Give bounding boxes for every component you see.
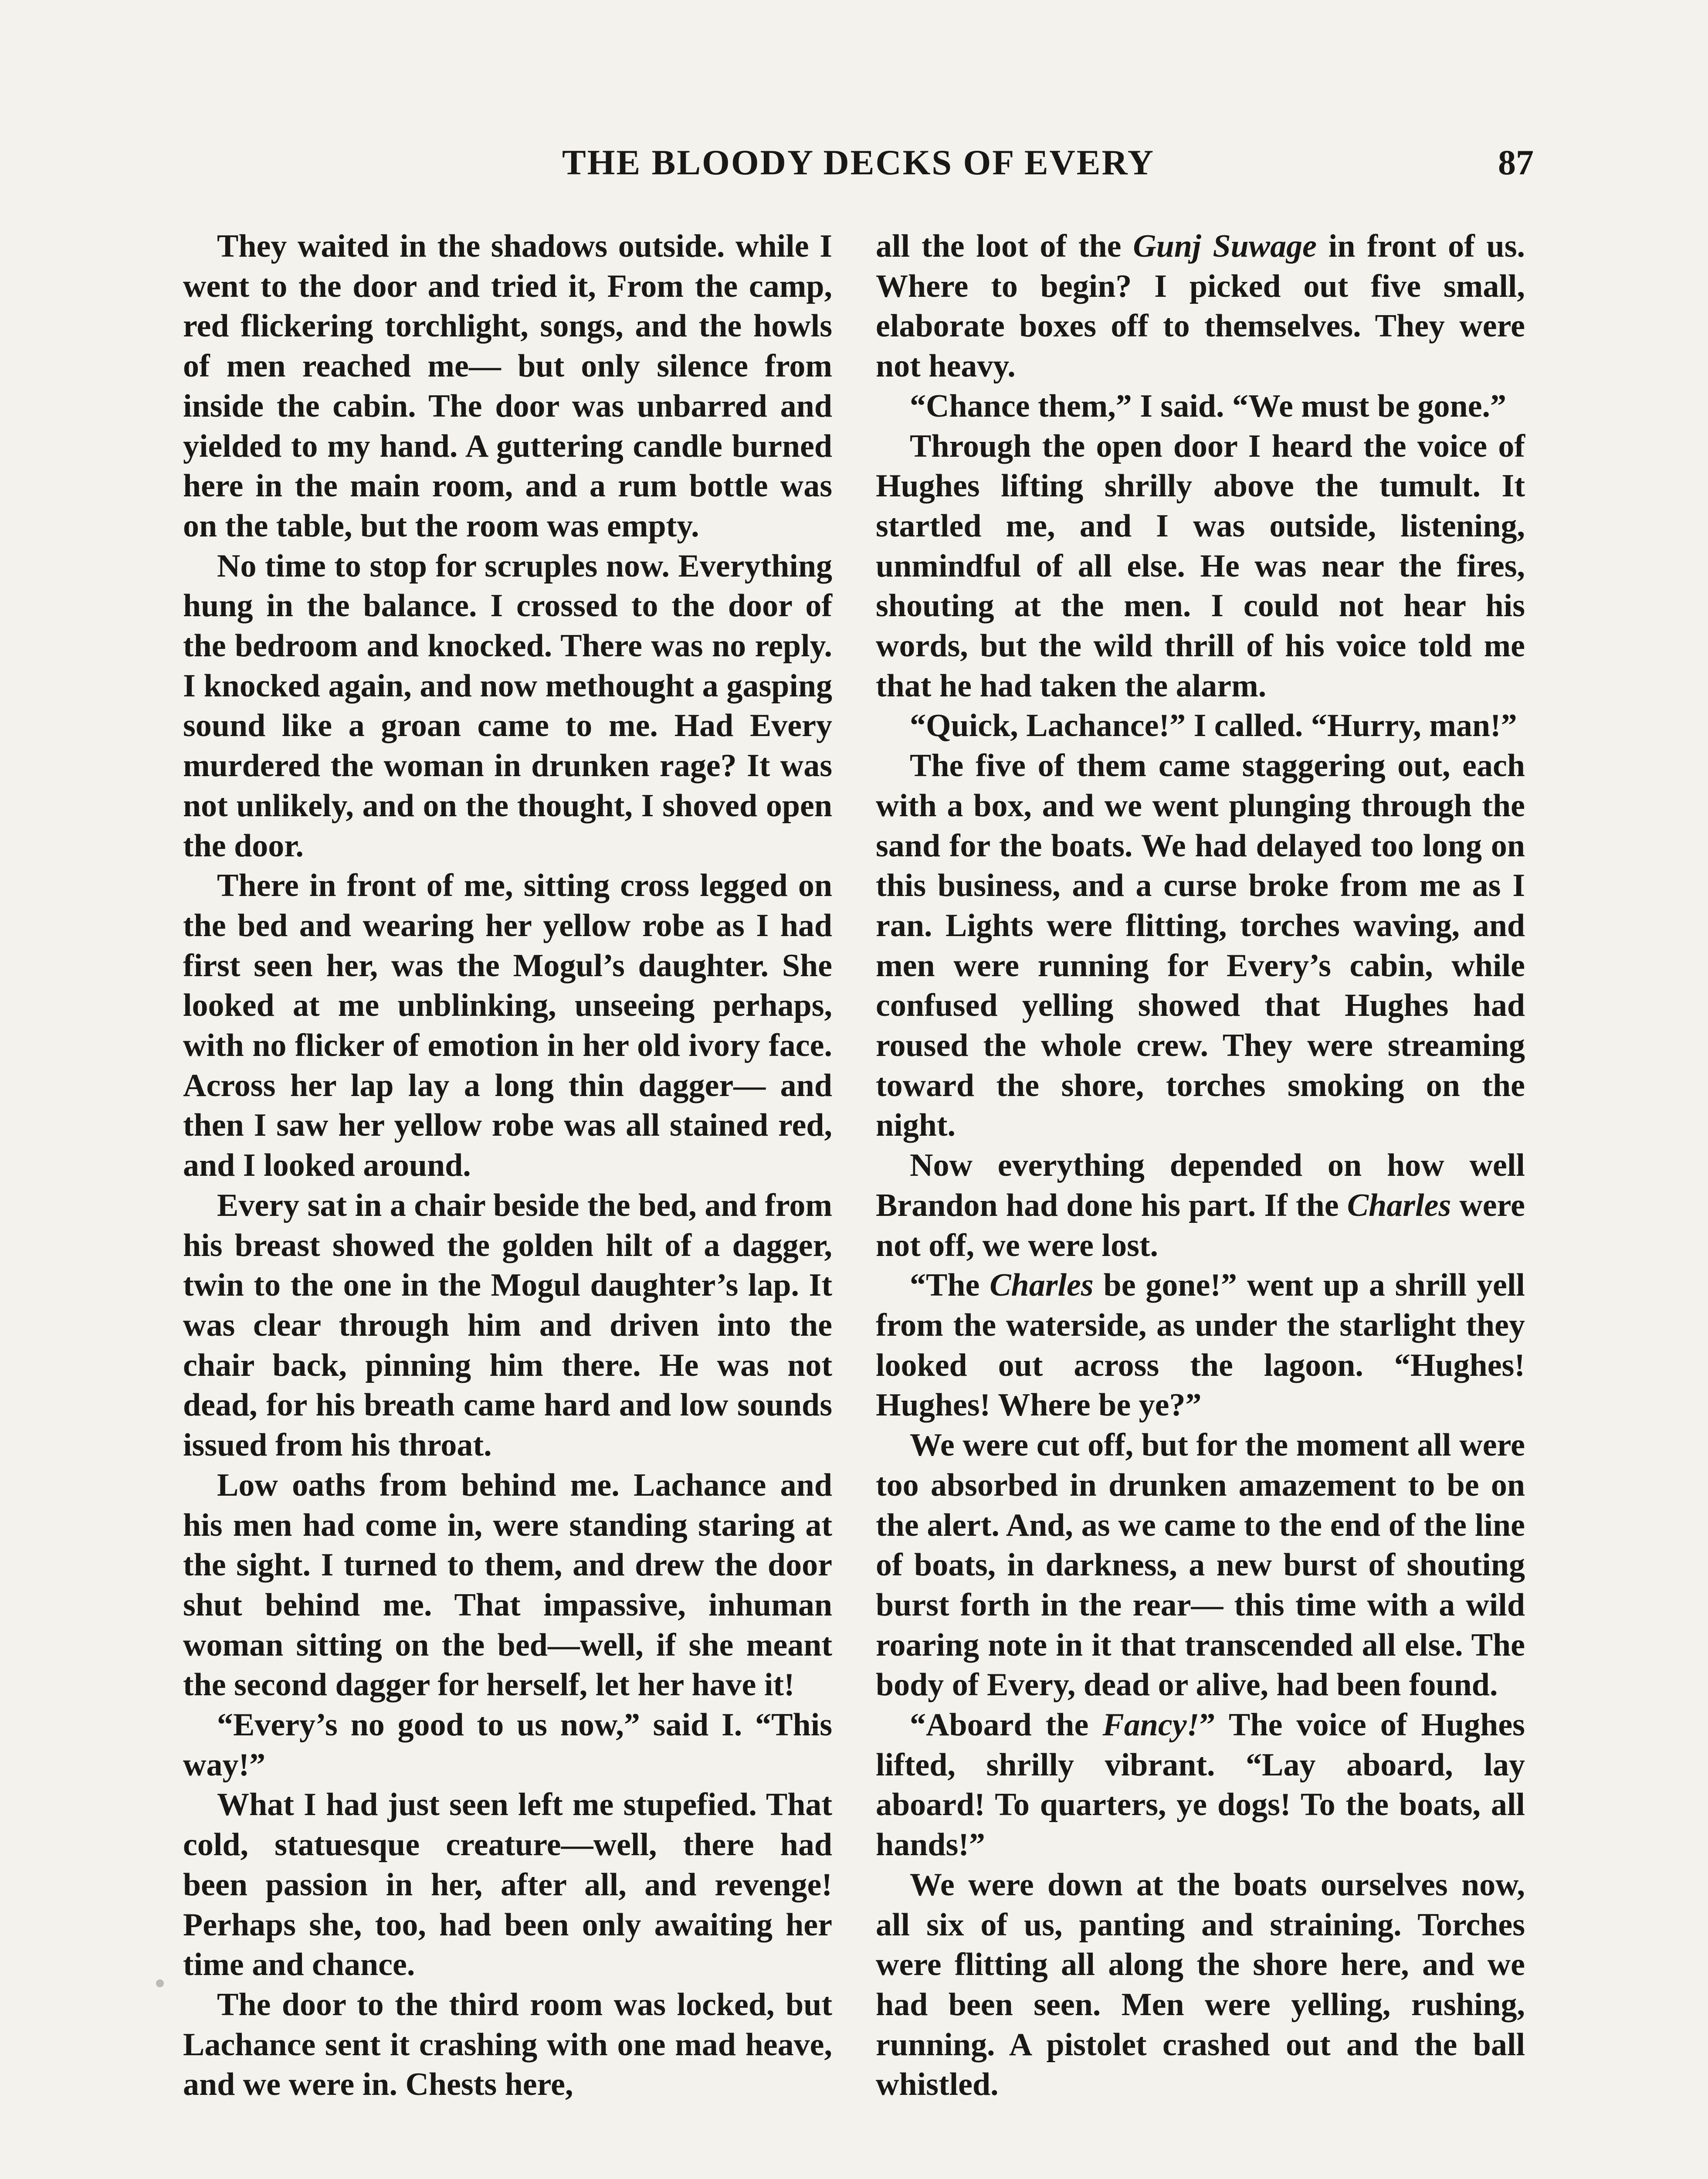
running-title: THE BLOODY DECKS OF EVERY (562, 143, 1155, 182)
paragraph (876, 1705, 1525, 1865)
paragraph: Every sat in a chair beside the bed, and from his breast showed the golden hilt of a dagger, twin to the one in the Mogul daughter’s lap. It was clear through him and driven into the chair back, pinning him there. He was not dead, for his breath came hard and low sounds issued from his throat. (183, 1187, 832, 1463)
paragraph: What I had just seen left me stupefied. That cold, statuesque creature—well, there had been passion in her, after all, and revenge! Perhaps she, too, had been only awaiting her time and chance. (183, 1787, 832, 1983)
page-number: 87 (1498, 143, 1534, 182)
paragraph (876, 1146, 1525, 1266)
paragraph: The door to the third room was locked, but Lachance sent it crashing with one mad heave, and we were in. Chests here, (183, 1986, 832, 2103)
ship-name: Fancy! (1102, 1707, 1200, 1743)
page-header (183, 139, 1534, 195)
ship-name: Gunj Suwage (1133, 228, 1317, 264)
paragraph: Through the open door I heard the voice of Hughes lifting shrilly above the tumult. It startled me, and I was outside, listening, unmindful of all else. He was near the fires, shouting at the men. I could not hear his words, but the wild thrill of his voice told me that he had taken the alarm. (876, 428, 1525, 704)
paragraph: No time to stop for scruples now. Everything hung in the balance. I crossed to the door of the bedroom and knocked. There was no reply. I knocked again, and now methought a gasping sound like a groan came to me. Had Every murdered the woman in drunken rage? It was not unlikely, and on the thought, I shoved open the door. (183, 548, 832, 864)
paragraph: Low oaths from behind me. Lachance and his men had come in, were standing staring at the sight. I turned to them, and drew the door shut behind me. That impassive, inhuman woman sitting on the bed—well, if she meant the second dagger for herself, let her have it! (183, 1467, 832, 1703)
paragraph: “Every’s no good to us now,” said I. “This way!” (183, 1707, 832, 1783)
paragraph (876, 1266, 1525, 1426)
paragraph: They waited in the shadows outside. while I went to the door and tried it, From the camp, red flickering torchlight, songs, and the howls of men reached me— but only silence from inside the cabin. The door was unbarred and yielded to my hand. A guttering candle burned here in the main room, and a rum bottle was on the table, but the room was empty. (183, 228, 832, 544)
text-run: “Aboard the (910, 1707, 1103, 1743)
ship-name: Charles (1347, 1187, 1451, 1223)
paragraph: The five of them came staggering out, each with a box, and we went plunging through the sand for the boats. We had delayed too long on this business, and a curse broke from me as I ran. Lights were flitting, torches waving, and men were running for Every’s cabin, while confused yelling showed that Hughes had roused the whole crew. They were streaming toward the shore, torches smoking on the night. (876, 748, 1525, 1144)
paragraph: “Quick, Lachance!” I called. “Hurry, man!” (910, 708, 1517, 744)
paragraph: We were cut off, but for the moment all were too absorbed in drunken amazement to be on the alert. And, as we came to the end of the line of boats, in darkness, a new burst of shouting burst forth in the rear— this time with a wild roaring note in it that transcended all else. The body of Every, dead or alive, had been found. (876, 1427, 1525, 1703)
text-run: be gone!” went up a shrill yell from the waterside, as under the starlight they looked out across the lagoon. “Hughes! Hughes! Where be ye?” (876, 1267, 1525, 1423)
text-run: were not off, we were lost. (876, 1187, 1525, 1263)
paragraph: We were down at the boats ourselves now, all six of us, panting and straining. Torches were flitting all along the shore here, and we had been seen. Men were yelling, rushing, running. A pistolet crashed out and the ball whistled. (876, 1867, 1525, 2103)
text-run: “The (910, 1267, 990, 1303)
text-run: Now everything depended on how well Brandon had done his part. If the (876, 1147, 1525, 1223)
text-run: all the loot of the (876, 228, 1133, 264)
right-column (876, 227, 1525, 2105)
left-column (183, 227, 832, 2105)
text-run: ” The voice of Hughes lifted, shrilly vibrant. “Lay aboard, lay aboard! To quarters, ye dogs! To the boats, all hands!” (876, 1707, 1525, 1863)
paragraph: “Chance them,” I said. “We must be gone.” (910, 388, 1507, 424)
paragraph: There in front of me, sitting cross legged on the bed and wearing her yellow robe as I had first seen her, was the Mogul’s daughter. She looked at me unblinking, unseeing perhaps, with no flicker of emotion in her old ivory face. Across her lap lay a long thin dagger— and then I saw her yellow robe was all stained red, and I looked around. (183, 868, 832, 1184)
paragraph (876, 227, 1525, 387)
ship-name: Charles (990, 1267, 1094, 1303)
ink-speck (156, 1979, 164, 1987)
text-run: in front of us. Where to begin? I picked out five small, elaborate boxes off to themselves. They were not heavy. (876, 228, 1525, 384)
